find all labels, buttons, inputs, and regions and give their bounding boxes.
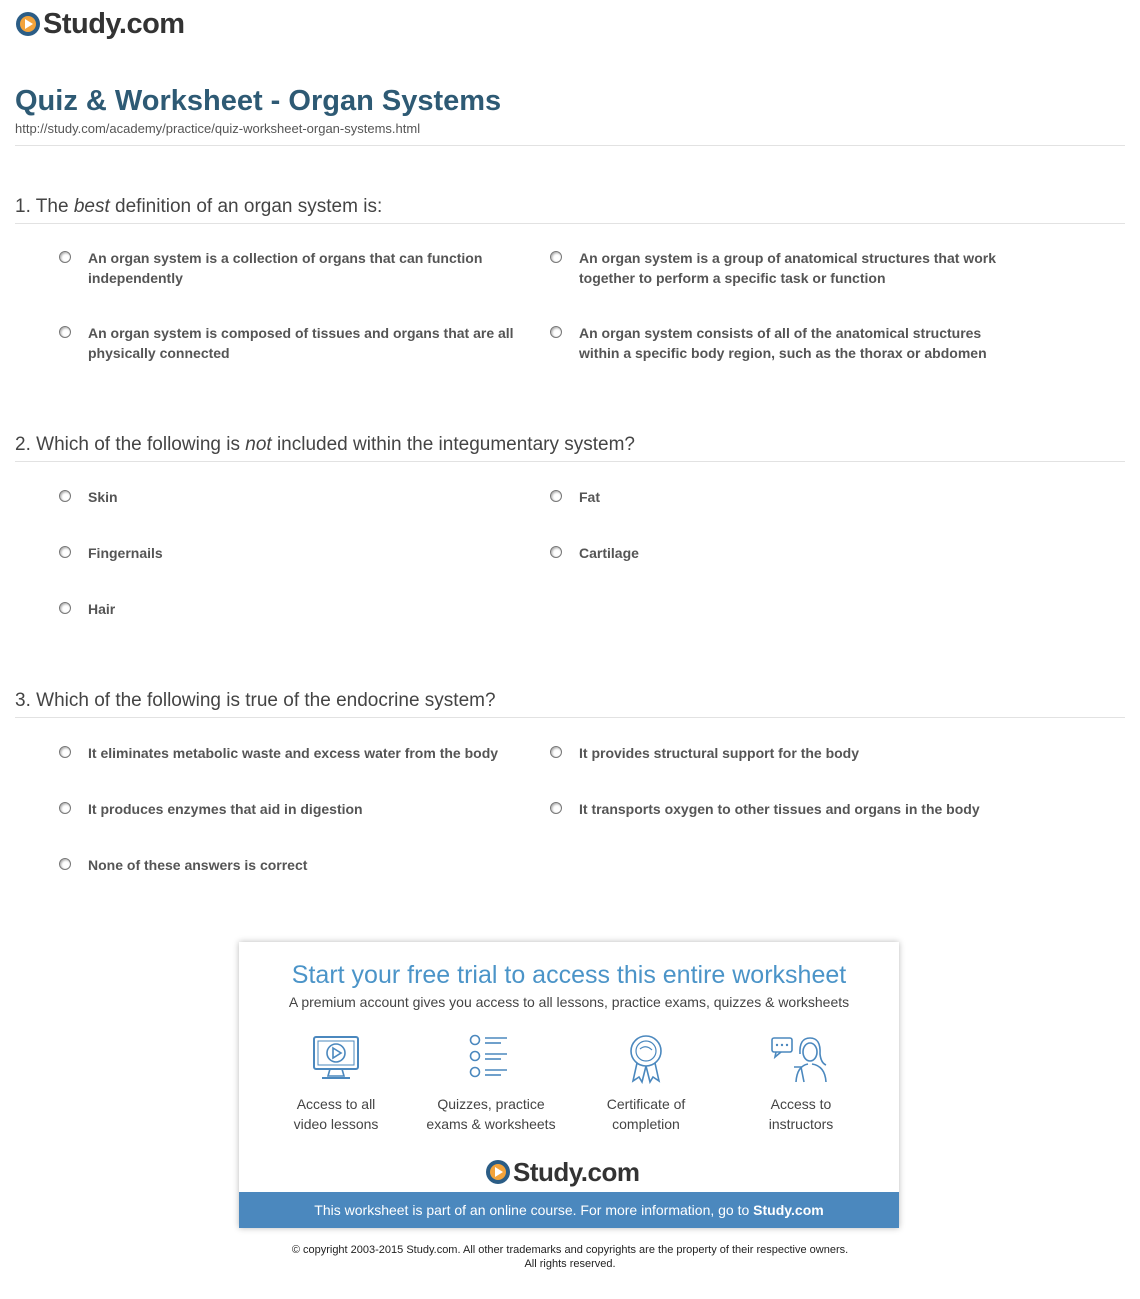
feature-instructors: [723, 1034, 879, 1134]
radio-button[interactable]: [59, 251, 71, 263]
feature-label-line1: Access to: [770, 1096, 832, 1112]
option-label: Hair: [88, 601, 116, 617]
free-trial-promo: [239, 942, 899, 1228]
option-label: It transports oxygen to other tissues and organs in the body: [579, 801, 980, 817]
radio-button[interactable]: [59, 802, 71, 814]
option-label: Fingernails: [88, 545, 163, 561]
question-2-divider: [15, 461, 1125, 462]
question-1-title: 1. The best definition of an organ system is:: [15, 196, 383, 217]
radio-button[interactable]: [59, 858, 71, 870]
radio-button[interactable]: [550, 326, 562, 338]
feature-label-line1: Certificate of: [606, 1096, 686, 1112]
feature-label-line1: Quizzes, practice: [437, 1096, 545, 1112]
page-title: Quiz & Worksheet - Organ Systems: [15, 85, 502, 117]
question-3-option-a[interactable]: [88, 743, 533, 763]
question-2-option-e[interactable]: [88, 599, 533, 619]
promo-logo-text: Study.com: [513, 1157, 640, 1187]
radio-button[interactable]: [59, 490, 71, 502]
promo-subtitle: A premium account gives you access to all lessons, practice exams, quizzes & worksheets: [288, 994, 850, 1010]
option-label: Cartilage: [579, 545, 639, 561]
feature-label-line2: instructors: [768, 1116, 834, 1132]
study-logo[interactable]: [16, 8, 185, 40]
radio-button[interactable]: [59, 746, 71, 758]
question-1-divider: [15, 223, 1125, 224]
question-2-title: 2. Which of the following is not included within the integumentary system?: [15, 434, 635, 455]
video-lesson-icon: [310, 1034, 362, 1084]
radio-button[interactable]: [550, 546, 562, 558]
question-1-option-d[interactable]: [579, 323, 1024, 363]
option-label: Skin: [88, 489, 118, 505]
instructor-icon: [770, 1034, 832, 1084]
question-2-emphasis: not: [245, 434, 272, 455]
option-label: Fat: [579, 489, 600, 505]
radio-button[interactable]: [550, 802, 562, 814]
feature-label-line1: Access to all: [296, 1096, 376, 1112]
study-logo-play-icon: [486, 1160, 510, 1184]
feature-certificate: [568, 1034, 724, 1134]
study-logo-text: Study.com: [43, 8, 185, 40]
copyright-footer: [0, 1243, 1140, 1271]
course-info-bar: [239, 1192, 899, 1228]
question-3-option-d[interactable]: [579, 799, 1024, 819]
page-url: http://study.com/academy/practice/quiz-worksheet-organ-systems.html: [15, 121, 421, 136]
header-divider: [15, 145, 1125, 146]
question-2-option-a[interactable]: [88, 487, 533, 507]
feature-quizzes: [413, 1034, 569, 1134]
radio-button[interactable]: [59, 602, 71, 614]
study-logo-play-icon: [16, 12, 40, 36]
question-3-title: 3. Which of the following is true of the endocrine system?: [15, 690, 496, 711]
copyright-text: © copyright 2003-2015 Study.com. All other trademarks and copyrights are the property of their respective owners.: [291, 1244, 849, 1256]
radio-button[interactable]: [550, 490, 562, 502]
option-label: None of these answers is correct: [88, 857, 308, 873]
course-info-text: This worksheet is part of an online course. For more information, go to: [314, 1202, 750, 1218]
question-1-option-c[interactable]: [88, 323, 533, 363]
question-2-option-c[interactable]: [88, 543, 533, 563]
feature-label-line2: exams & worksheets: [426, 1116, 556, 1132]
promo-title[interactable]: Start your free trial to access this entire worksheet: [291, 961, 847, 989]
question-2-option-d[interactable]: [579, 543, 1024, 563]
certificate-icon: [620, 1034, 672, 1084]
option-label: An organ system is a collection of organs that can function independently: [88, 250, 483, 286]
question-1-emphasis: best: [73, 196, 110, 217]
study-link[interactable]: Study.com: [753, 1202, 824, 1218]
option-label: It eliminates metabolic waste and excess water from the body: [88, 745, 499, 761]
option-label: It produces enzymes that aid in digestion: [88, 801, 363, 817]
radio-button[interactable]: [550, 251, 562, 263]
promo-study-logo[interactable]: [486, 1156, 639, 1188]
option-label: An organ system is a group of anatomical structures that work together to perform a specific task or function: [579, 250, 996, 286]
question-2-option-b[interactable]: [579, 487, 1024, 507]
question-3-option-c[interactable]: [88, 799, 533, 819]
radio-button[interactable]: [59, 326, 71, 338]
feature-label-line2: video lessons: [293, 1116, 379, 1132]
quiz-list-icon: [465, 1034, 517, 1084]
question-3-divider: [15, 717, 1125, 718]
radio-button[interactable]: [59, 546, 71, 558]
question-3-option-b[interactable]: [579, 743, 1024, 763]
option-label: It provides structural support for the body: [579, 745, 860, 761]
question-1-option-a[interactable]: [88, 248, 533, 288]
question-3-option-e[interactable]: [88, 855, 533, 875]
option-label: An organ system consists of all of the anatomical structures within a specific body region, such as the thorax or abdomen: [579, 325, 987, 361]
radio-button[interactable]: [550, 746, 562, 758]
option-label: An organ system is composed of tissues and organs that are all physically connected: [88, 325, 514, 361]
feature-video-lessons: [258, 1034, 414, 1134]
feature-label-line2: completion: [612, 1116, 680, 1132]
rights-text: All rights reserved.: [524, 1258, 616, 1270]
question-1-option-b[interactable]: [579, 248, 1024, 288]
